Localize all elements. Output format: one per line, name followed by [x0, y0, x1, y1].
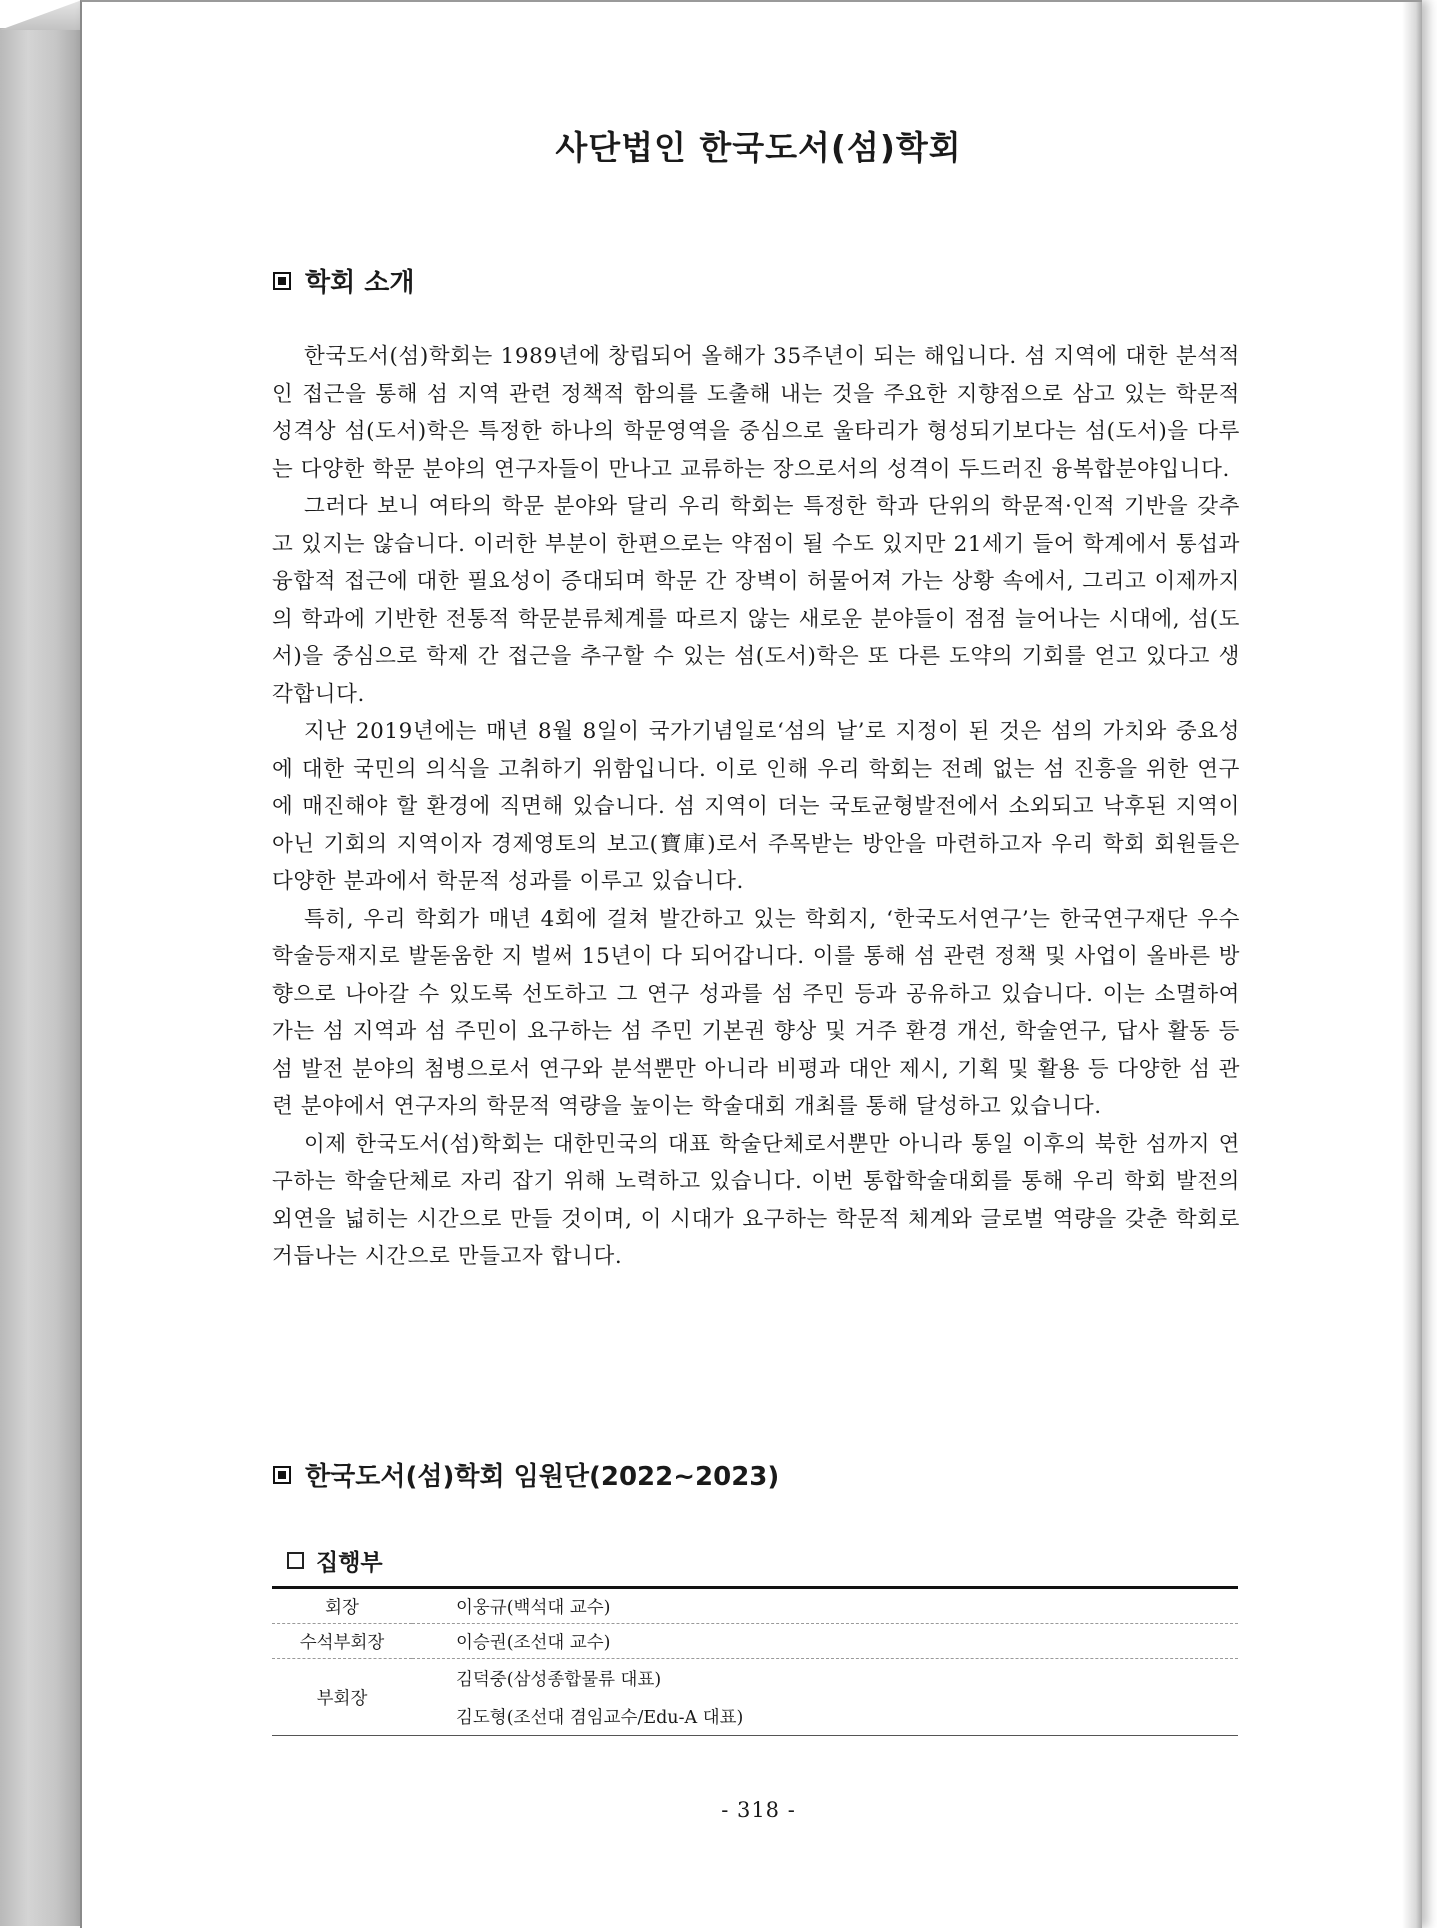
table-row [272, 1588, 1238, 1624]
section-heading-officers-label: 한국도서(섬)학회 임원단(2022~2023) [305, 1462, 780, 1492]
intro-paragraph: 그러다 보니 여타의 학문 분야와 달리 우리 학회는 특정한 학과 단위의 학문적·인적 기반을 갖추고 있지는 않습니다. 이러한 부분이 한편으로는 약점이 될 수도 있지만 21세기 들어 학계에서 통섭과 융합적 접근에 대한 필요성이 증대되며 학문 간 장벽이 허물어져 가는 상황 속에서, 그리고 이제까지의 학과에 기반한 전통적 학문분류체계를 따르지 않는 새로운 분야들이 점점 늘어나는 시대에, 섬(도서)을 중심으로 학제 간 접근을 추구할 수 있는 섬(도서)학은 또 다른 도약의 기회를 얻고 있다고 생각합니다. [272, 494, 1240, 707]
role-cell: 부회장 [272, 1659, 412, 1736]
officers-table [272, 1586, 1238, 1736]
empty-square-icon [287, 1552, 304, 1569]
table-row [272, 1659, 1238, 1698]
section-heading-intro [273, 262, 415, 299]
book-spine-edge [0, 0, 82, 30]
intro-paragraph: 지난 2019년에는 매년 8월 8일이 국가기념일로‘섬의 날’로 지정이 된 것은 섬의 가치와 중요성에 대한 국민의 의식을 고취하기 위함입니다. 이로 인해 우리 학회는 전례 없는 섬 진흥을 위한 연구에 매진해야 할 환경에 직면해 있습니다. 섬 지역이 더는 국토균형발전에서 소외되고 낙후된 지역이 아닌 기회의 지역이자 경제영토의 보고(寶庫)로서 주목받는 방안을 마련하고자 우리 학회 회원들은 다양한 분과에서 학문적 성과를 이루고 있습니다. [272, 719, 1240, 894]
intro-paragraph: 이제 한국도서(섬)학회는 대한민국의 대표 학술단체로서뿐만 아니라 통일 이후의 북한 섬까지 연구하는 학술단체로 자리 잡기 위해 노력하고 있습니다. 이번 통합학술대회를 통해 우리 학회 발전의 외연을 넓히는 시간으로 만들 것이며, 이 시대가 요구하는 학문적 체계와 글로벌 역량을 갖춘 학회로 거듭나는 시간으로 만들고자 합니다. [272, 1131, 1240, 1269]
page-number: - 318 - [721, 1798, 796, 1822]
document-title: 사단법인 한국도서(섬)학회 [555, 128, 962, 167]
intro-body [272, 338, 1240, 1276]
intro-paragraph: 특히, 우리 학회가 매년 4회에 걸쳐 발간하고 있는 학회지, ‘한국도서연구’는 한국연구재단 우수학술등재지로 발돋움한 지 벌써 15년이 다 되어갑니다. 이를 통해 섬 관련 정책 및 사업이 올바른 방향으로 나아갈 수 있도록 선도하고 그 연구 성과를 섬 주민 등과 공유하고 있습니다. 이는 소멸하여 가는 섬 지역과 섬 주민이 요구하는 섬 주민 기본권 향상 및 거주 환경 개선, 학술연구, 답사 활동 등 섬 발전 분야의 첨병으로서 연구와 분석뿐만 아니라 비평과 대안 제시, 기획 및 활용 등 다양한 섬 관련 분야에서 연구자의 학문적 역량을 높이는 학술대회 개최를 통해 달성하고 있습니다. [272, 906, 1240, 1119]
section-heading-intro-label: 학회 소개 [305, 268, 415, 298]
section-heading-officers [273, 1456, 779, 1493]
filled-square-icon [273, 1466, 291, 1484]
name-cell: 이웅규(백석대 교수) [412, 1588, 1238, 1624]
book-spine [0, 28, 80, 1926]
name-cell: 김도형(조선대 겸임교수/Edu-A 대표) [412, 1697, 1238, 1736]
role-cell: 수석부회장 [272, 1624, 412, 1659]
page-edge-shadow [1402, 2, 1422, 1928]
executive-subheading-label: 집행부 [316, 1550, 383, 1576]
intro-paragraph: 한국도서(섬)학회는 1989년에 창립되어 올해가 35주년이 되는 해입니다. 섬 지역에 대한 분석적인 접근을 통해 섬 지역 관련 정책적 함의를 도출해 내는 것을 주요한 지향점으로 삼고 있는 학문적 성격상 섬(도서)학은 특정한 하나의 학문영역을 중심으로 울타리가 형성되기보다는 섬(도서)을 다루는 다양한 학문 분야의 연구자들이 만나고 교류하는 장으로서의 성격이 두드러진 융복합분야입니다. [272, 344, 1240, 482]
name-cell: 김덕중(삼성종합물류 대표) [456, 1669, 662, 1690]
role-cell: 회장 [272, 1588, 412, 1624]
filled-square-icon [273, 272, 291, 290]
table-row [272, 1624, 1238, 1659]
name-cell: 이승권(조선대 교수) [412, 1624, 1238, 1659]
table-row [272, 1697, 1238, 1736]
executive-subheading [287, 1544, 383, 1577]
